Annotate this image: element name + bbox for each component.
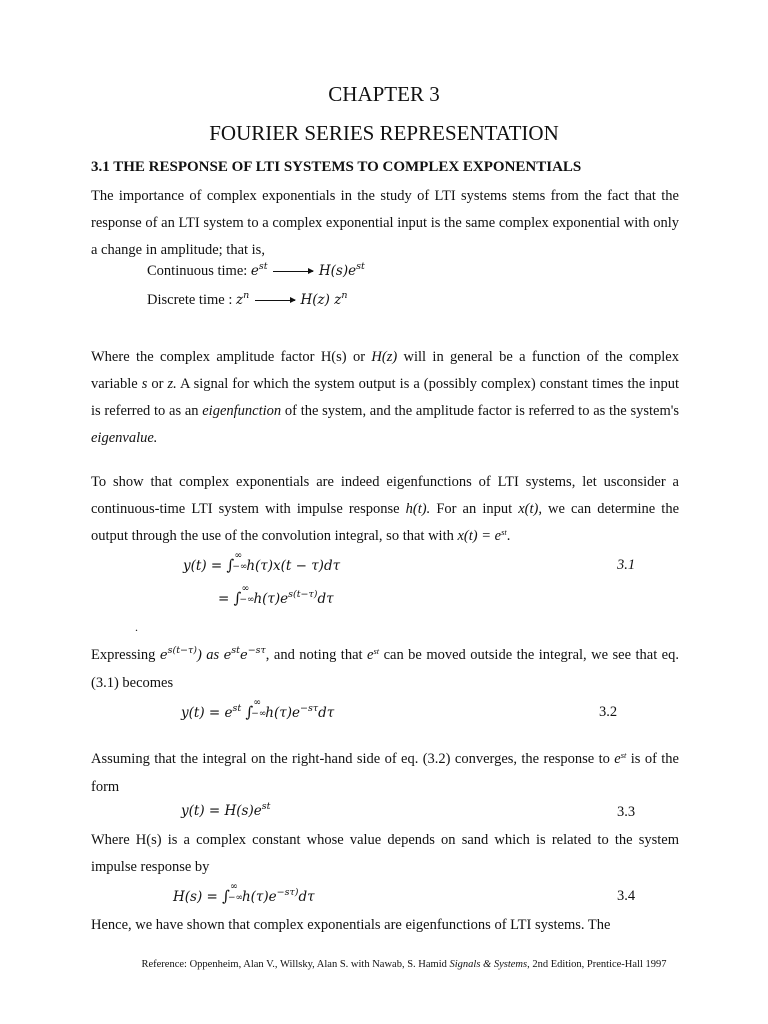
paragraph-hence: Hence, we have shown that complex exponentials are eigenfunctions of LTI systems. The	[91, 917, 611, 933]
equation-3-4	[173, 881, 315, 905]
text-span: Signals & Systems	[449, 959, 528, 970]
dt-input-exp: n	[243, 290, 250, 301]
text-span: e	[223, 648, 232, 663]
text-span: e	[159, 648, 168, 663]
eq-text: H(s) =	[173, 889, 223, 905]
equation-3-1-line2	[218, 583, 334, 607]
text-span: h(t).	[405, 501, 431, 517]
eq-text: dτ	[318, 705, 335, 721]
continuous-time-label: Continuous time:	[147, 263, 251, 279]
section-heading: 3.1 THE RESPONSE OF LTI SYSTEMS TO COMPLEX EXPONENTIALS	[91, 159, 582, 175]
eq-exp: s(t−τ)	[288, 589, 318, 600]
eq-text: h(τ)e	[241, 889, 277, 905]
paragraph-intro: The importance of complex exponentials in the study of LTI systems stems from the fact that the response of an LTI system to a complex exponential input is the same complex exponential with only a change in amplitude; that is,	[91, 188, 679, 258]
integral-lower: −∞	[232, 562, 248, 572]
text-span: A signal for which the system output is a (possibly complex) constant times the input is referred to as an	[91, 376, 679, 419]
text-span: −sτ	[247, 645, 266, 656]
stray-dot: .	[135, 620, 138, 634]
text-span: .	[506, 528, 511, 544]
text-span: Reference: Oppenheim, Alan V., Willsky, Alan S. with Nawab, S. Hamid	[141, 959, 450, 970]
dt-output: H(z) z	[300, 292, 342, 308]
integral-upper: ∞	[253, 697, 262, 708]
chapter-title: FOURIER SERIES REPRESENTATION	[209, 121, 559, 145]
text-span: H(z)	[371, 349, 398, 365]
text-span: To show that complex exponentials are indeed eigenfunctions of LTI systems, let usconsider a continuous-time LTI system with impulse response	[91, 474, 679, 517]
reference-footer	[0, 959, 768, 970]
equation-continuous-time	[147, 263, 365, 280]
equation-3-1-line1	[183, 550, 341, 574]
text-span: st	[501, 527, 507, 537]
text-span: will in general be a function of the complex variable	[91, 349, 679, 392]
arrow-icon	[273, 271, 313, 273]
equation-number-3-4: 3.4	[617, 888, 636, 904]
eq-exp: −sτ)	[276, 887, 299, 898]
paragraph-assuming	[91, 746, 679, 801]
integral-lower: −∞	[239, 595, 255, 605]
arrow-icon	[255, 300, 295, 302]
paragraph-eigenfunction-proof	[91, 469, 679, 551]
integral-symbol: ∫	[233, 589, 242, 607]
equation-number-3-3: 3.3	[617, 804, 636, 820]
eq-text: y(t) = H(s)e	[181, 803, 262, 819]
text-span: st	[231, 645, 240, 656]
text-span: st	[373, 646, 380, 656]
text-span: Assuming that the integral on the right-hand side of eq. (3.2) converges, the response to	[91, 751, 615, 767]
ct-input-exp: st	[258, 261, 268, 272]
equation-number-3-2: 3.2	[599, 704, 618, 720]
integral-upper: ∞	[234, 550, 243, 561]
paragraph-where-hs: Where H(s) is a complex constant whose value depends on sand which is related to the system impulse response by	[91, 832, 679, 875]
dt-input: z	[235, 292, 244, 308]
eq-exp: st	[232, 703, 242, 714]
eq-text: dτ	[317, 591, 334, 607]
text-span: s	[141, 376, 148, 392]
text-span: can be moved outside the integral, we see that eq. (3.1) becomes	[91, 647, 679, 691]
eq-text: =	[218, 591, 234, 607]
text-span: s(t−τ)	[167, 645, 197, 656]
text-span: Where the complex amplitude factor H(s) or	[91, 349, 372, 365]
integral-lower: −∞	[251, 709, 267, 719]
text-span: e	[240, 648, 248, 663]
text-span: , 2nd Edition, Prentice-Hall 1997	[527, 959, 667, 970]
text-span: e	[367, 647, 374, 663]
eq-text: h(τ)e	[265, 705, 300, 721]
integral-upper: ∞	[241, 583, 250, 594]
eq-exp: st	[261, 801, 271, 812]
text-span: st	[620, 750, 627, 760]
text-span: Expressing	[91, 647, 160, 663]
equation-number-3-1: 3.1	[617, 557, 636, 573]
integral-symbol: ∫	[226, 556, 235, 574]
text-span: ) as	[196, 647, 224, 663]
equation-3-2	[181, 697, 335, 721]
text-span: eigenvalue.	[91, 430, 158, 446]
paragraph-amplitude-factor	[91, 344, 679, 452]
paragraph-expressing	[91, 642, 679, 697]
text-span: is of the form	[91, 751, 679, 795]
text-span: eigenfunction	[202, 403, 282, 419]
ct-output: H(s)e	[318, 263, 357, 279]
eq-text: y(t) = e	[181, 705, 233, 721]
integral-symbol: ∫	[245, 703, 254, 721]
equation-discrete-time	[147, 292, 347, 309]
dt-output-exp: n	[341, 290, 348, 301]
chapter-heading: CHAPTER 3	[328, 82, 440, 106]
text-span: x(t),	[518, 501, 542, 517]
ct-output-exp: st	[356, 261, 365, 272]
eq-text: h(τ)x(t − τ)dτ	[246, 558, 341, 574]
text-span: e	[614, 751, 621, 767]
text-span: we can determine the output through the use of the convolution integral, so that with	[91, 501, 680, 544]
ct-input: e	[250, 263, 259, 279]
equation-3-3	[181, 803, 270, 819]
eq-text: dτ	[298, 889, 315, 905]
integral-lower: −∞	[227, 893, 244, 903]
eq-text: h(τ)e	[253, 591, 289, 607]
text-span: For an input	[430, 501, 519, 517]
eq-text: y(t) =	[183, 558, 227, 574]
integral-upper: ∞	[229, 881, 238, 892]
integral-symbol: ∫	[222, 887, 230, 905]
eq-exp: −sτ	[299, 703, 319, 714]
text-span: , and noting that	[265, 647, 368, 663]
discrete-time-label: Discrete time :	[147, 292, 236, 308]
text-span: x(t) = e	[457, 528, 502, 544]
text-span: z.	[167, 376, 177, 392]
text-span: or	[147, 376, 168, 392]
text-span: of the system, and the amplitude factor is referred to as the system's	[281, 403, 679, 419]
